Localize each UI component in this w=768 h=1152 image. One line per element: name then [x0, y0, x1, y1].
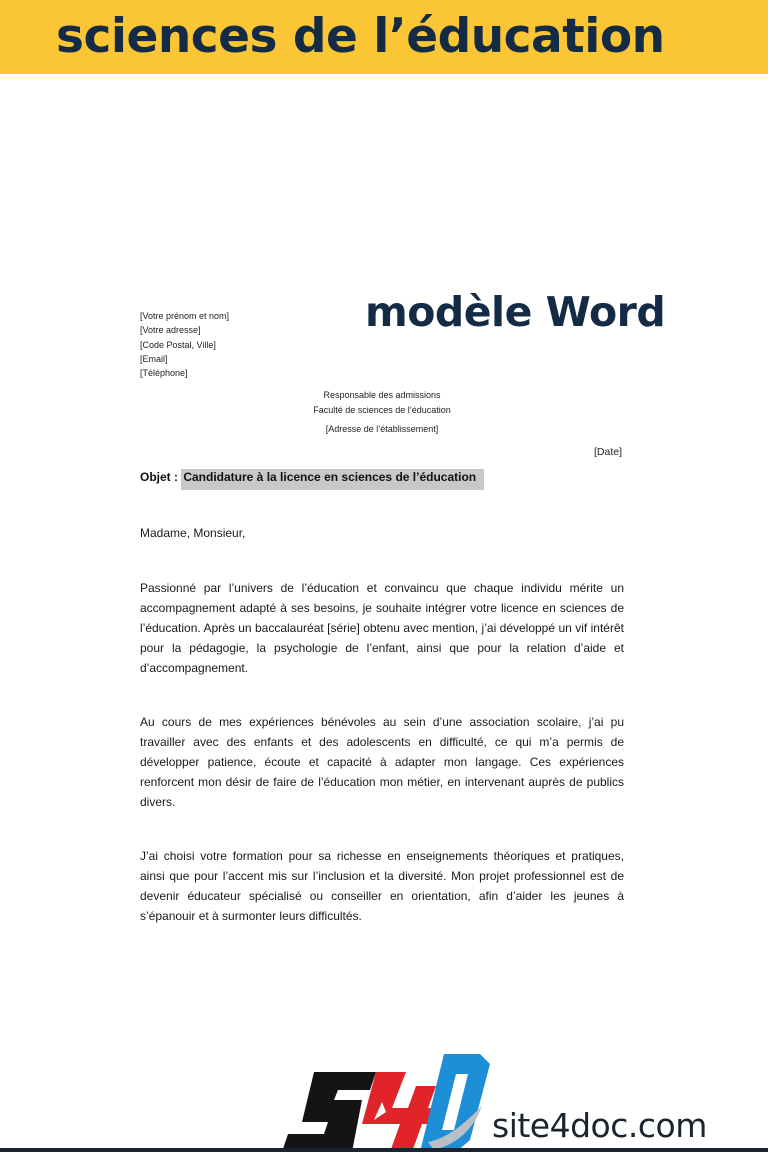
title-banner: [0, 0, 768, 74]
subject-label: Objet :: [140, 470, 178, 484]
recipient-faculty: Faculté de sciences de l’éducation: [313, 404, 451, 415]
sender-name: [Votre prénom et nom]: [140, 311, 230, 321]
s4d-logo-icon: [278, 1050, 490, 1152]
sender-postal-city: [Code Postal, Ville]: [140, 339, 216, 350]
sender-phone: [Téléphone]: [140, 368, 188, 379]
sender-address: [Votre adresse]: [140, 325, 201, 336]
banner-title: sciences de l’éducation: [56, 9, 665, 64]
site-name: site4doc.com: [492, 1106, 707, 1145]
sender-email: [Email]: [140, 353, 168, 364]
paragraph-project: J’ai choisi votre formation pour sa richesse en enseignements théoriques et pratiques, ainsi que pour l’accent mis sur l’inclusion et la diversité. Mon projet professionnel est de devenir éducateur spécialisé ou conseiller en orientation, afin d’aider les jeunes à s’épanouir et à surmonter leurs difficultés.: [140, 849, 624, 923]
salutation: Madame, Monsieur,: [140, 526, 246, 540]
subject-text: Candidature à la licence en sciences de l’éducation: [181, 469, 484, 490]
recipient-address: [Adresse de l’établissement]: [325, 424, 439, 434]
letter-date: [Date]: [594, 446, 623, 458]
paragraph-motivation: Passionné par l’univers de l’éducation et convaincu que chaque individu mérite un accompagnement adapté à ses besoins, je souhaite intégrer votre licence en sciences de l’éducation. Après un baccalauréat [série] obtenu avec mention, j’ai développé un vif intérêt pour la pédagogie, la psychologie de l’enfant, ainsi que pour la relation d’aide et d’accompagnement.: [140, 581, 624, 675]
overlay-heading: modèle Word: [365, 288, 666, 336]
recipient-block: [302, 388, 462, 417]
paragraph-experience: Au cours de mes expériences bénévoles au sein d’une association scolaire, j’ai pu travailler avec des enfants et des adolescents en difficulté, ce qui m’a permis de développer patience, écoute et capacité à adapter mon langage. Ces expériences renforcent mon désir de faire de l’éducation mon métier, en intervenant auprès de publics divers.: [140, 715, 624, 809]
subject-line: [140, 469, 484, 490]
footer-divider: [0, 1148, 768, 1152]
recipient-role: Responsable des admissions: [323, 390, 441, 400]
sender-block: [140, 309, 229, 380]
